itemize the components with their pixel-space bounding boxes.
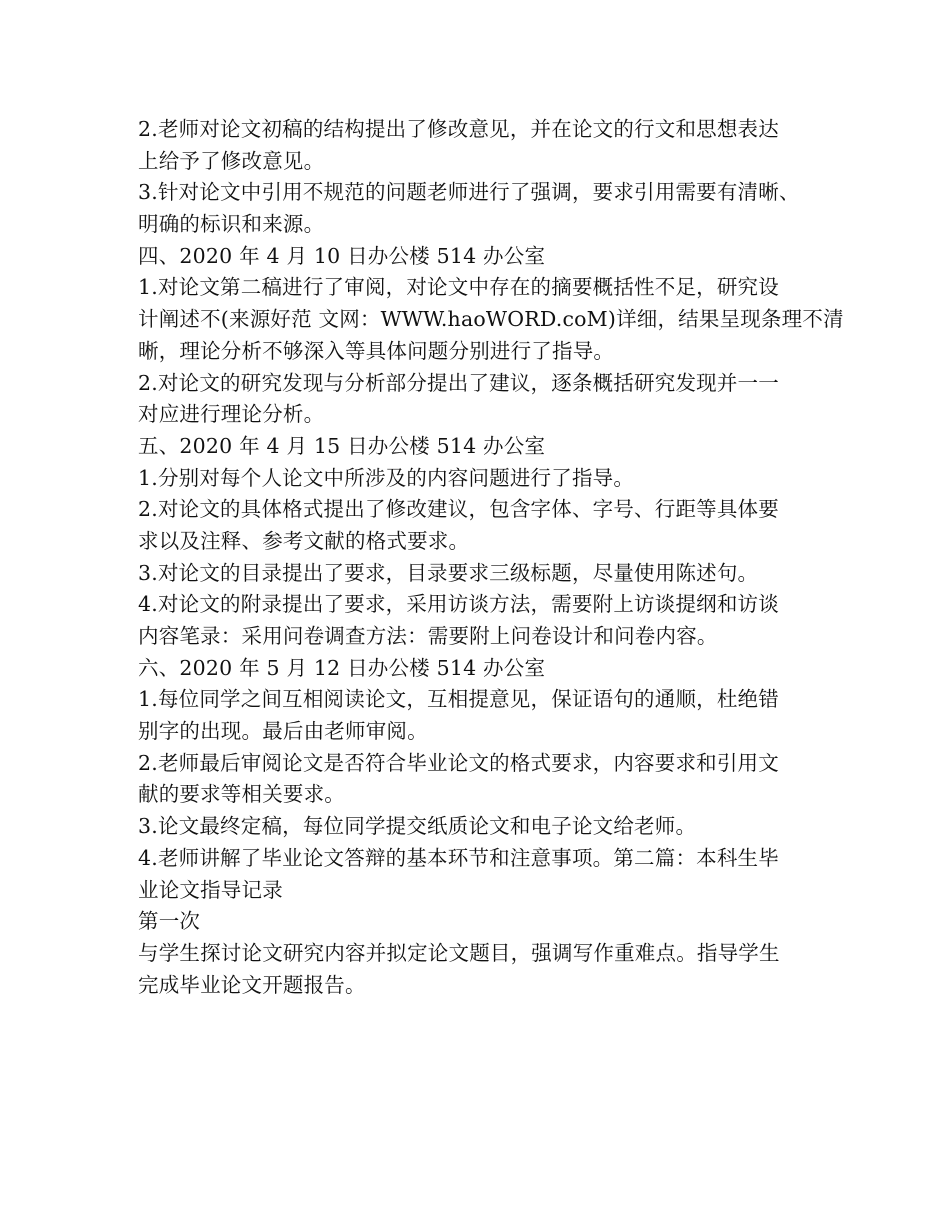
text-line: 1.分别对每个人论文中所涉及的内容问题进行了指导。 xyxy=(138,465,635,490)
section-heading: 五、2020 年 4 月 15 日办公楼 514 办公室 xyxy=(138,433,546,458)
document-body xyxy=(138,114,844,1001)
section-heading: 四、2020 年 4 月 10 日办公楼 514 办公室 xyxy=(138,243,546,268)
text-line: 3.针对论文中引用不规范的问题老师进行了强调，要求引用需要有清晰、 xyxy=(138,180,800,205)
text-line: 与学生探讨论文研究内容并拟定论文题目，强调写作重难点。指导学生 xyxy=(138,940,780,965)
text-line: 4.对论文的附录提出了要求，采用访谈方法，需要附上访谈提纲和访谈 xyxy=(138,592,779,617)
text-line: 3.论文最终定稿，每位同学提交纸质论文和电子论文给老师。 xyxy=(138,814,697,839)
text-line: 对应进行理论分析。 xyxy=(138,402,325,427)
text-line: 业论文指导记录 xyxy=(138,877,283,902)
text-line: 晰，理论分析不够深入等具体问题分别进行了指导。 xyxy=(138,338,615,363)
text-line: 4.老师讲解了毕业论文答辩的基本环节和注意事项。第二篇：本科生毕 xyxy=(138,845,779,870)
text-line: 3.对论文的目录提出了要求，目录要求三级标题，尽量使用陈述句。 xyxy=(138,560,759,585)
text-line: 求以及注释、参考文献的格式要求。 xyxy=(138,528,470,553)
text-line: 2.对论文的研究发现与分析部分提出了建议，逐条概括研究发现并一一 xyxy=(138,370,779,395)
section-heading: 六、2020 年 5 月 12 日办公楼 514 办公室 xyxy=(138,655,546,680)
text-line: 内容笔录：采用问卷调查方法：需要附上问卷设计和问卷内容。 xyxy=(138,624,718,648)
text-line: 1.对论文第二稿进行了审阅，对论文中存在的摘要概括性不足，研究设 xyxy=(138,275,779,300)
text-line: 完成毕业论文开题报告。 xyxy=(138,972,366,997)
text-line: 计阐述不(来源好范 文网：WWW.haoWORD.coM)详细，结果呈现条理不清 xyxy=(138,307,844,332)
text-line: 2.老师最后审阅论文是否符合毕业论文的格式要求，内容要求和引用文 xyxy=(138,750,779,775)
section-heading: 第一次 xyxy=(138,909,201,934)
text-line: 1.每位同学之间互相阅读论文，互相提意见，保证语句的通顺，杜绝错 xyxy=(138,687,779,712)
text-line: 别字的出现。最后由老师审阅。 xyxy=(138,719,428,744)
text-line: 明确的标识和来源。 xyxy=(138,212,325,237)
text-line: 上给予了修改意见。 xyxy=(138,148,325,173)
text-line: 2.老师对论文初稿的结构提出了修改意见，并在论文的行文和思想表达 xyxy=(138,117,779,141)
text-line: 献的要求等相关要求。 xyxy=(138,782,345,807)
text-line: 2.对论文的具体格式提出了修改建议，包含字体、字号、行距等具体要 xyxy=(138,497,779,522)
